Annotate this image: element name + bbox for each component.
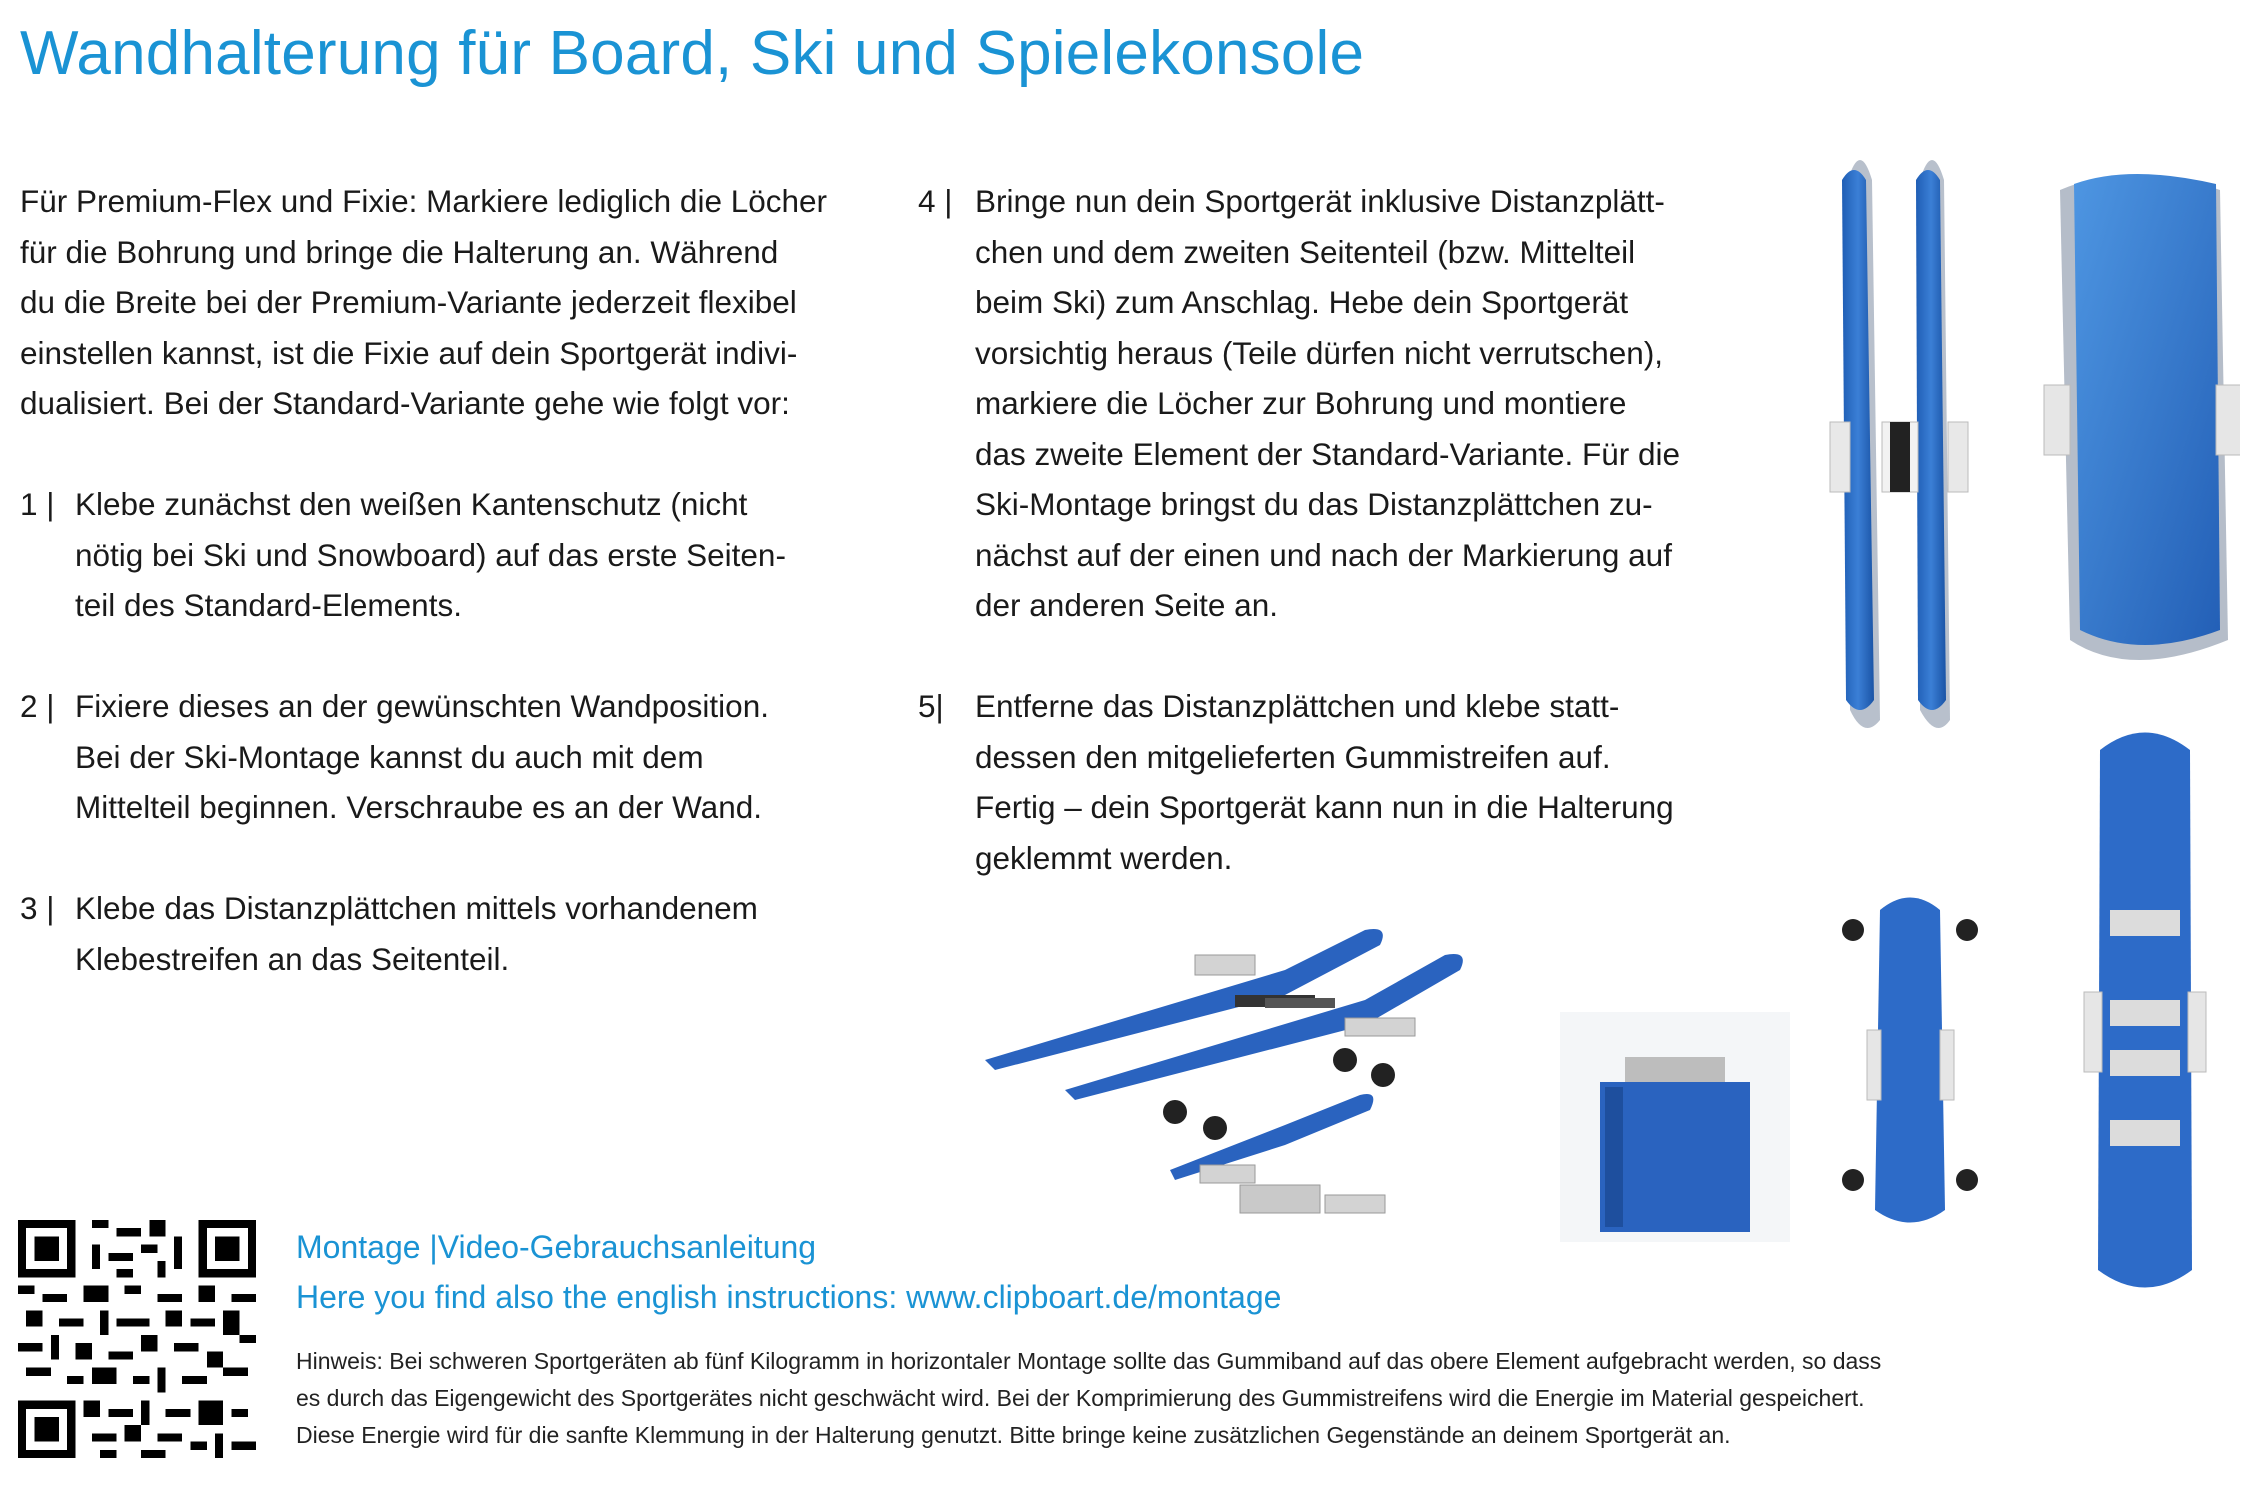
- step-line: Klebe das Distanzplättchen mittels vorhandenem: [75, 890, 758, 926]
- step-2: [20, 681, 860, 833]
- note-line: Hinweis: Bei schweren Sportgeräten ab fünf Kilogramm in horizontaler Montage sollte das Gummiband auf das obere Element aufgebracht werden, so dass: [296, 1348, 1882, 1374]
- step-line: Mittelteil beginnen. Verschraube es an der Wand.: [75, 789, 762, 825]
- note-line: es durch das Eigengewicht des Sportgerätes nicht geschwächt wird. Bei der Komprimierung des Gummistreifens wird die Energie im Material gespeichert.: [296, 1385, 1865, 1411]
- intro-line: du die Breite bei der Premium-Variante jederzeit flexibel: [20, 284, 797, 320]
- step-number: 2 |: [20, 688, 55, 724]
- step-line: teil des Standard-Elements.: [75, 587, 462, 623]
- step-line: Bringe nun dein Sportgerät inklusive Distanzplätt-: [975, 183, 1665, 219]
- longboard-mounted-illustration: [1835, 890, 1985, 1230]
- step-line: Fertig – dein Sportgerät kann nun in die Halterung: [975, 789, 1674, 825]
- step-line: Fixiere dieses an der gewünschten Wandposition.: [75, 688, 769, 724]
- intro-line: einstellen kannst, ist die Fixie auf dein Sportgerät indivi-: [20, 334, 798, 371]
- board-mounted-illustration: [2020, 160, 2240, 680]
- intro-line: für die Bohrung und bringe die Halterung an. Während: [20, 233, 779, 270]
- links-block: [296, 1222, 1281, 1322]
- step-line: Entferne das Distanzplättchen und klebe statt-: [975, 688, 1620, 724]
- step-line: geklemmt werden.: [975, 839, 1233, 876]
- step-line: das zweite Element der Standard-Variante. Für die: [975, 435, 1681, 472]
- step-line: Bei der Ski-Montage kannst du auch mit dem: [75, 738, 704, 775]
- step-line: dessen den mitgelieferten Gummistreifen auf.: [975, 738, 1611, 775]
- intro-line: dualisiert. Bei der Standard-Variante gehe wie folgt vor:: [20, 385, 790, 421]
- intro-paragraph: [20, 176, 860, 429]
- page-title: Wandhalterung für Board, Ski und Spielekonsole: [20, 19, 1365, 88]
- step-number: 4 |: [918, 183, 953, 219]
- holder-closeup-illustration: [1560, 1012, 1790, 1242]
- instructions-left-column: [20, 176, 860, 1035]
- step-4: [918, 176, 1748, 631]
- step-line: nächst auf der einen und nach der Markierung auf: [975, 536, 1672, 573]
- step-line: beim Ski) zum Anschlag. Hebe dein Sportgerät: [975, 284, 1629, 320]
- english-instructions-link[interactable]: Here you find also the english instructions: www.clipboart.de/montage: [296, 1279, 1282, 1315]
- video-instructions-link[interactable]: Montage |Video-Gebrauchsanleitung: [296, 1229, 817, 1265]
- intro-line: Für Premium-Flex und Fixie: Markiere lediglich die Löcher: [20, 183, 828, 219]
- exploded-mounting-illustration: [985, 900, 1585, 1240]
- hint-note: [296, 1343, 2216, 1454]
- instructions-right-column: [918, 176, 1748, 934]
- step-line: Klebe zunächst den weißen Kantenschutz (nicht: [75, 486, 748, 522]
- step-line: markiere die Löcher zur Bohrung und montiere: [975, 385, 1627, 421]
- step-line: der anderen Seite an.: [975, 587, 1278, 623]
- step-line: chen und dem zweiten Seitenteil (bzw. Mittelteil: [975, 233, 1636, 270]
- step-3: [20, 883, 860, 984]
- note-line: Diese Energie wird für die sanfte Klemmung in der Halterung genutzt. Bitte bringe keine zusätzlichen Gegenstände an deinem Sportgerät an.: [296, 1422, 1731, 1448]
- step-number: 1 |: [20, 486, 55, 522]
- skis-mounted-illustration: [1820, 140, 1980, 730]
- step-number: 5|: [918, 688, 944, 724]
- step-line: vorsichtig heraus (Teile dürfen nicht verrutschen),: [975, 334, 1664, 371]
- step-number: 3 |: [20, 890, 55, 926]
- step-line: Klebestreifen an das Seitenteil.: [75, 940, 510, 977]
- step-1: [20, 479, 860, 631]
- qr-code-icon[interactable]: [18, 1220, 256, 1458]
- step-5: [918, 681, 1748, 883]
- step-line: nötig bei Ski und Snowboard) auf das erste Seiten-: [75, 536, 786, 573]
- step-line: Ski-Montage bringst du das Distanzplättchen zu-: [975, 486, 1653, 522]
- snowboard-mounted-illustration: [2080, 730, 2210, 1290]
